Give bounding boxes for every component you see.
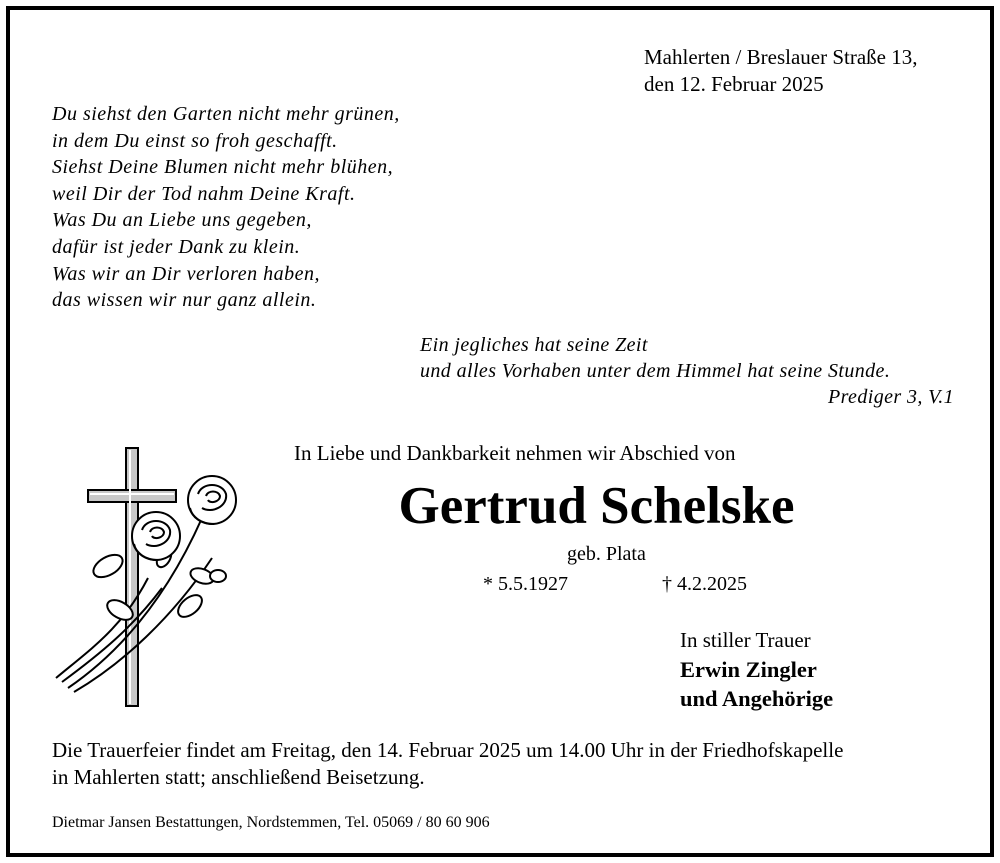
poem-line: Was Du an Liebe uns gegeben, [52,209,312,232]
death-date: † 4.2.2025 [662,573,747,595]
deceased-name-row [10,476,990,536]
poem [52,101,400,314]
bible-verse [420,332,954,410]
verse-line: Ein jegliches hat seine Zeit [420,334,648,356]
place-line: Mahlerten / Breslauer Straße 13, [644,45,918,69]
ceremony-line: in Mahlerten statt; anschließend Beisetzung. [52,765,425,789]
mourner-name: Erwin Zingler [680,657,817,682]
poem-line: in dem Du einst so froh geschafft. [52,129,338,152]
poem-line: weil Dir der Tod nahm Deine Kraft. [52,182,356,205]
obituary-frame [6,6,994,857]
mourners-block [680,626,833,713]
poem-line: das wissen wir nur ganz allein. [52,289,317,312]
birth-name: geb. Plata [567,543,646,565]
birth-date: * 5.5.1927 [483,573,568,595]
verse-line: und alles Vorhaben unter dem Himmel hat seine Stunde. [420,360,891,382]
deceased-name: Gertrud Schelske [398,477,795,535]
undertaker-info: Dietmar Jansen Bestattungen, Nordstemmen, Tel. 05069 / 80 60 906 [52,814,490,831]
poem-line: dafür ist jeder Dank zu klein. [52,235,301,258]
poem-line: Du siehst den Garten nicht mehr grünen, [52,103,400,125]
mourners-heading: In stiller Trauer [680,628,811,652]
poem-line: Siehst Deine Blumen nicht mehr blühen, [52,156,394,179]
obituary-content [10,10,990,853]
date-line: den 12. Februar 2025 [644,72,824,96]
farewell-intro: In Liebe und Dankbarkeit nehmen wir Abschied von [294,441,736,465]
mourner-relatives: und Angehörige [680,686,834,711]
verse-reference: Prediger 3, V.1 [828,386,954,408]
poem-line: Was wir an Dir verloren haben, [52,262,320,285]
ceremony-notice [52,737,843,791]
place-date-block [644,44,918,98]
ceremony-line: Die Trauerfeier findet am Freitag, den 14. Februar 2025 um 14.00 Uhr in der Friedhofskapelle [52,738,844,762]
